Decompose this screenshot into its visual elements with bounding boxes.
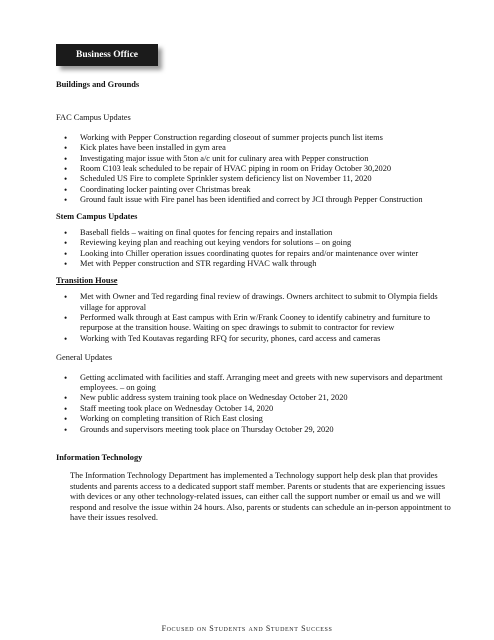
list-item: • Working with Pepper Construction regarding closeout of summer projects punch list items [56, 133, 460, 143]
list-item: • Scheduled US Fire to complete Sprinkler system deficiency list on November 11, 2020 [56, 174, 460, 184]
list-item: • Kick plates have been installed in gym area [56, 143, 460, 153]
list-item: • Working on completing transition of Rich East closing [56, 414, 460, 424]
section-title-it: Information Technology [56, 452, 143, 462]
stem-list [56, 228, 460, 270]
document-body [56, 80, 460, 523]
list-item: • Baseball fields – waiting on final quotes for fencing repairs and installation [56, 228, 460, 238]
section-title-transition: Transition House [56, 275, 118, 285]
general-list [56, 373, 460, 435]
header-banner [56, 44, 158, 66]
fac-list [56, 133, 460, 206]
list-item: • Reviewing keying plan and reaching out keying vendors for solutions – on going [56, 238, 460, 248]
section-title-buildings: Buildings and Grounds [56, 80, 140, 89]
list-item: • Met with Pepper construction and STR regarding HVAC walk through [56, 259, 460, 269]
it-paragraph: The Information Technology Department has implemented a Technology support help desk plan that provides students and parents access to a dedicated support staff member. Parents or students that are experiencing issues with devices or any other technology-related issues, can either call the support number or email us and we will respond and resolve the issue within 24 hours. Also, parents or students can schedule an in-person appointment to have their issues resolved. [70, 471, 451, 522]
list-item: • Working with Ted Koutavas regarding RFQ for security, phones, card access and cameras [56, 334, 460, 344]
list-item: • Grounds and supervisors meeting took place on Thursday October 29, 2020 [56, 425, 460, 435]
list-item: • Performed walk through at East campus with Erin w/Frank Cooney to identify cabinetry and furniture to repurpose at the transition house. Waiting on spec drawings to submit to contractor for review [56, 313, 460, 334]
footer-tagline: Focused on Students and Student Success [161, 624, 333, 633]
section-title-stem: Stem Campus Updates [56, 211, 138, 221]
transition-list [56, 292, 460, 344]
list-item: • Room C103 leak scheduled to be repair of HVAC piping in room on Friday October 30,2020 [56, 164, 460, 174]
list-item: • Looking into Chiller operation issues coordinating quotes for repairs and/or maintenance over winter [56, 249, 460, 259]
section-title-fac: FAC Campus Updates [56, 113, 131, 123]
banner-label: Business Office [56, 44, 158, 66]
list-item: • Investigating major issue with 5ton a/c unit for culinary area with Pepper construction [56, 154, 460, 164]
list-item: • New public address system training took place on Wednesday October 21, 2020 [56, 393, 460, 403]
list-item: • Staff meeting took place on Wednesday October 14, 2020 [56, 404, 460, 414]
section-title-general: General Updates [56, 353, 113, 363]
list-item: • Getting acclimated with facilities and staff. Arranging meet and greets with new supervisors and department employees. – on going [56, 373, 460, 394]
list-item: • Coordinating locker painting over Christmas break [56, 185, 460, 195]
list-item: • Ground fault issue with Fire panel has been identified and correct by JCI through Pepper Construction [56, 195, 460, 205]
list-item: • Met with Owner and Ted regarding final review of drawings. Owners architect to submit to Olympia fields village for approval [56, 292, 460, 313]
